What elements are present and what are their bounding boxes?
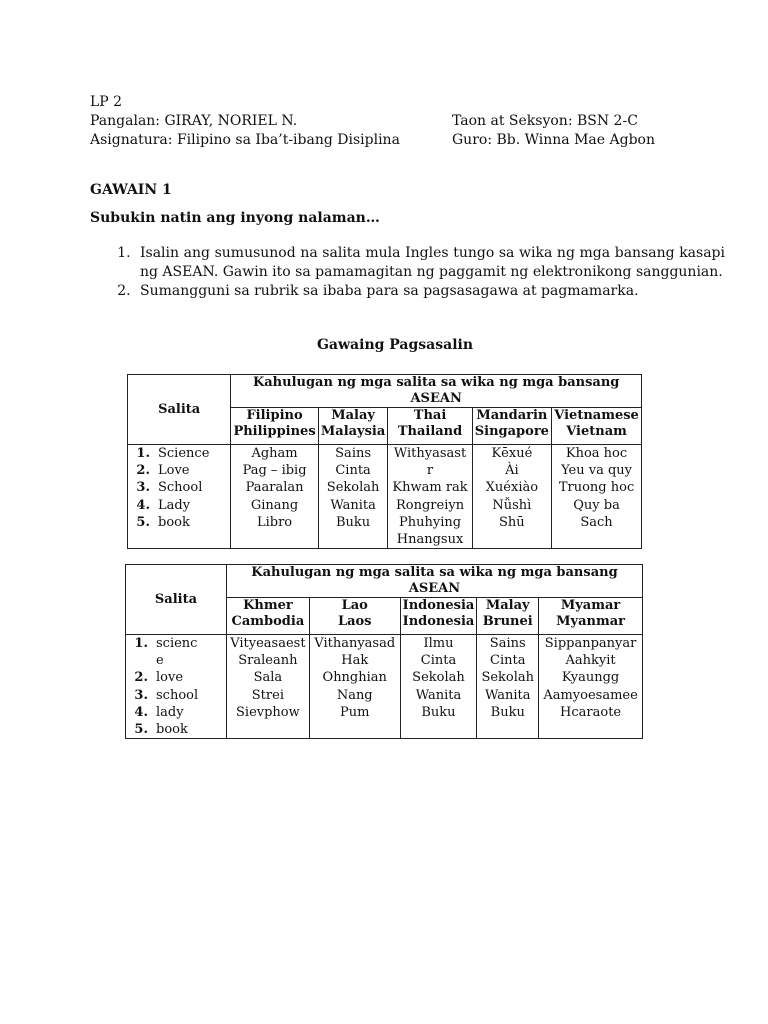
- word-list: 1. Science 2. Love 3. School 4. Lady 5. book: [128, 445, 231, 549]
- translation-cell: Kēxué Ài Xuéxiào Nǚshì Shū: [472, 445, 551, 549]
- instruction-item: 2. Sumangguni sa rubrik sa ibaba para sa pagsasagawa at pagmamarka.: [135, 282, 725, 301]
- translation-cell: Vityeasaest Sraleanh Sala Strei Sievphow: [226, 635, 309, 739]
- column-header: Myamar Myanmar: [539, 598, 643, 635]
- lesson-label: LP 2: [90, 94, 123, 110]
- column-header: Khmer Cambodia: [226, 598, 309, 635]
- group-header: Kahulugan ng mga salita sa wika ng mga bansang ASEAN: [226, 565, 642, 598]
- column-header: Lao Laos: [309, 598, 400, 635]
- column-header: Thai Thailand: [388, 408, 472, 445]
- teacher: Guro: Bb. Winna Mae Agbon: [452, 132, 655, 148]
- translation-cell: Agham Pag – ibig Paaralan Ginang Libro: [231, 445, 318, 549]
- word-list: 1. scienc e 2. love 3. school 4. lady 5. book: [126, 635, 227, 739]
- subject: Asignatura: Filipino sa Iba’t-ibang Disiplina: [90, 132, 400, 148]
- instruction-list: [90, 244, 725, 301]
- activity-heading: GAWAIN 1: [90, 182, 172, 198]
- column-header: Malay Brunei: [477, 598, 539, 635]
- translation-cell: Khoa hoc Yeu va quy Truong hoc Quy ba Sach: [552, 445, 642, 549]
- table-title: Gawaing Pagsasalin: [316, 337, 474, 353]
- translation-table-1: [127, 374, 642, 549]
- student-name: Pangalan: GIRAY, NORIEL N.: [90, 113, 298, 129]
- salita-header: Salita: [126, 565, 227, 635]
- year-section: Taon at Seksyon: BSN 2-C: [452, 113, 638, 129]
- column-header: Malay Malaysia: [318, 408, 388, 445]
- column-header: Indonesia Indonesia: [400, 598, 477, 635]
- translation-cell: Sains Cinta Sekolah Wanita Buku: [318, 445, 388, 549]
- translation-cell: Sippanpanyar Aahkyit Kyaungg Aamyoesamee Hcaraote: [539, 635, 643, 739]
- column-header: Mandarin Singapore: [472, 408, 551, 445]
- translation-cell: Ilmu Cinta Sekolah Wanita Buku: [400, 635, 477, 739]
- column-header: Filipino Philippines: [231, 408, 318, 445]
- translation-table-2: [125, 564, 643, 739]
- translation-cell: Vithanyasad Hak Ohnghian Nang Pum: [309, 635, 400, 739]
- column-header: Vietnamese Vietnam: [552, 408, 642, 445]
- instruction-item: 1. Isalin ang sumusunod na salita mula Ingles tungo sa wika ng mga bansang kasapi ng ASEAN. Gawin ito sa pamamagitan ng paggamit ng elektronikong sanggunian.: [135, 244, 725, 282]
- subheading: Subukin natin ang inyong nalaman…: [90, 210, 380, 226]
- translation-cell: Sains Cinta Sekolah Wanita Buku: [477, 635, 539, 739]
- group-header: Kahulugan ng mga salita sa wika ng mga bansang ASEAN: [231, 375, 642, 408]
- salita-header: Salita: [128, 375, 231, 445]
- translation-cell: Withyasast r Khwam rak Rongreiyn Phuhying Hnangsux: [388, 445, 472, 549]
